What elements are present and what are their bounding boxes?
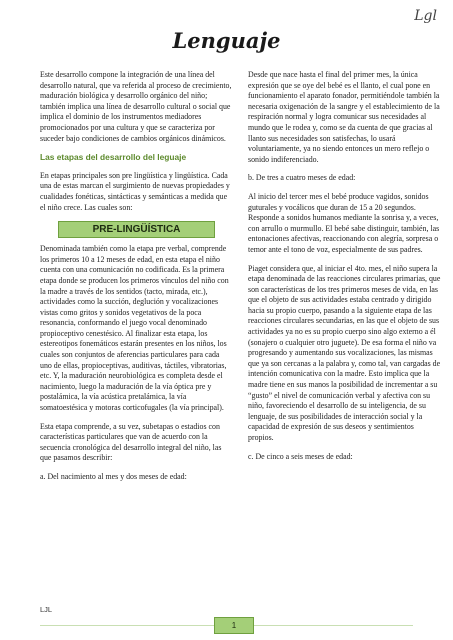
left-column — [40, 70, 233, 491]
substages-paragraph: Esta etapa comprende, a su vez, subetapas o estadios con características particulares que van de acuerdo con la secuencia cronológica del desarrollo integral del niño, las que pasamos describir: — [40, 421, 222, 463]
intro-paragraph: Este desarrollo compone la integración de una línea del desarrollo natural, que va referida al proceso de crecimiento, maduración biológica y desarrollo orgánico del niño; también implica una línea de desarrollo cultural o social que implica el dominio de los instrumentos mediadores promocionados por una cultura y que se caracteriza por suceder bajo condiciones de cambios orgánicos dinámicos. — [40, 70, 232, 143]
author-signature: Lgl — [414, 8, 437, 24]
piaget-paragraph: Piaget considera que, al iniciar el 4to. mes, el niño supera la etapa denominada de las reacciones circulares primarias, que son características de los tres primeros meses de vida, en las que el objeto de sus actividades estaba centrado y dirigido hacia su propio cuerpo, pasando a la siguiente etapa de las reacciones circulares secundarias, en las que el objeto de sus actividades ya no es su propio cuerpo sino algo externo a él (sonajero o cualquier otro juguete). De esa forma el niño va progresando y aumentando sus vocalizaciones, las mismas que ya son cercanas a la palabra y, como tal, van cargadas de intención comunicativa con la madre. Esto implica que la madre tiene en sus manos la posibilidad de incrementar a su “gusto” el nivel de comunicación verbal y afectiva con su niño, favoreciendo el desarrollo de su inteligencia, de su lenguaje, de sus posibilidades de interacción social y la capacidad de expresión de sus deseos y sentimientos propios. — [248, 263, 441, 442]
stage-banner-prelinguistic: PRE-LINGÜÍSTICA — [58, 221, 215, 238]
page-number-badge: 1 — [214, 617, 254, 634]
list-item-c: c. De cinco a seis meses de edad: — [248, 451, 353, 461]
list-item-a: a. Del nacimiento al mes y dos meses de edad: — [40, 472, 187, 481]
right-column — [248, 70, 441, 470]
list-item-b: b. De tres a cuatro meses de edad: — [248, 173, 356, 183]
footer-initials: LJL — [40, 605, 53, 614]
stages-paragraph: En etapas principales son pre lingüística y lingüística. Cada una de estas marcan el surgimiento de nuevas propiedades y cualidades fonéticas, sintácticas y semánticas a medida que el niño crece. Las cuales son: — [40, 170, 230, 212]
newborn-paragraph: Desde que nace hasta el final del primer mes, la única expresión que se oye del bebé es el llanto, el cual pone en funcionamiento el aparato fonador, permitiéndole también la necesaria oxigenación de la sangre y el establecimiento de la respiración normal y logra comunicar sus necesidades al mundo que le rodea y, como se da cuenta de que gracias al llanto sus necesidades son satisfechas, lo usará voluntariamente, ya no siendo entonces un mero reflejo o sonido indiferenciado. — [248, 70, 440, 164]
prelinguistic-paragraph: Denominada también como la etapa pre verbal, comprende los primeros 10 a 12 meses de edad, en esta etapa el niño cuenta con una comunicación no codificada. Es la primera etapa donde se producen los primeros vínculos del niño con la madre a través de los sentidos (tacto, mirada, etc.), actividades como la succión, deglución y vocalizaciones vistas como gritos y sonidos vegetativos de la poca resonancia, conformando el juego vocal denominado propioceptivo cenestésico. Al finalizar esta etapa, los estereotipos fonemáticos estarán presentes en los niños, los cuales son conjuntos de aferencias particulares para cada uno de ellas, propioceptivas, auditivas, táctiles, vibratorias, etc. Y, la maduración neurobiológica es completa desde el nacimiento, luego la maduración de la vía óptica pre y postalámica, la vía acústica pretalámica, la vía somatoestésica y motoras corticofugales (la vía principal). — [40, 244, 229, 413]
document-title: Lenguaje — [172, 28, 281, 53]
three-months-paragraph: Al inicio del tercer mes el bebé produce vagidos, sonidos guturales y vocálicos que duran de 15 a 20 segundos. Responde a sonidos humanos mediante la sonrisa y, a veces, con arrullo o murmullo. El bebé sabe distinguir, también, las entonaciones afectivas, reaccionando con alegría, sorpresa o temor ante el tono de voz, especialmente de sus padres. — [248, 191, 440, 254]
section-heading-stages: Las etapas del desarrollo del leguaje — [40, 152, 187, 163]
